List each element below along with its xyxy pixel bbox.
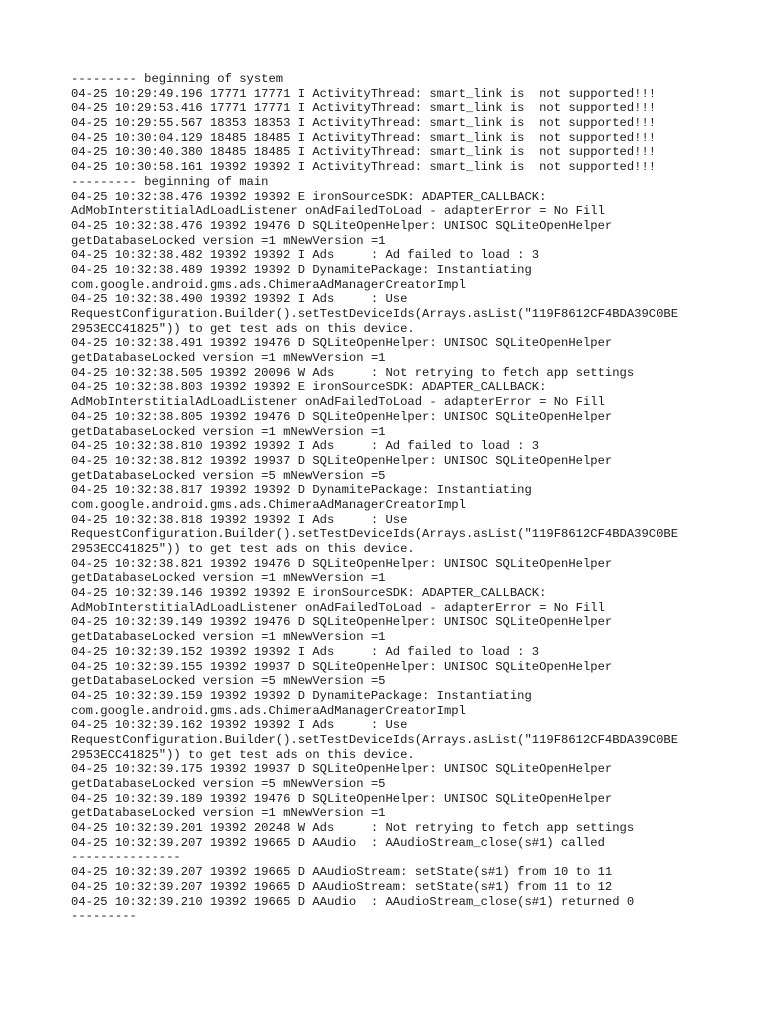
log-line: 04-25 10:32:38.818 19392 19392 I Ads : Use	[71, 512, 408, 527]
log-line: 04-25 10:32:39.155 19392 19937 D SQLiteOpenHelper: UNISOC SQLiteOpenHelper	[71, 659, 613, 674]
log-line: 04-25 10:32:39.189 19392 19476 D SQLiteOpenHelper: UNISOC SQLiteOpenHelper	[71, 791, 613, 806]
log-line: 04-25 10:32:39.152 19392 19392 I Ads : Ad failed to load : 3	[71, 644, 540, 659]
log-line: --------- beginning of system	[71, 72, 284, 86]
log-line: 04-25 10:29:55.567 18353 18353 I ActivityThread: smart_link is not supported!!!	[71, 116, 657, 131]
log-line: com.google.android.gms.ads.ChimeraAdManagerCreatorImpl	[71, 703, 466, 718]
log-line: 04-25 10:32:38.490 19392 19392 I Ads : Use	[71, 292, 408, 307]
log-line: 04-25 10:32:38.482 19392 19392 I Ads : Ad failed to load : 3	[71, 248, 540, 263]
log-line: 04-25 10:32:38.810 19392 19392 I Ads : Ad failed to load : 3	[71, 439, 540, 454]
log-line: 04-25 10:32:39.146 19392 19392 E ironSourceSDK: ADAPTER_CALLBACK:	[71, 586, 547, 601]
log-line: 04-25 10:32:38.812 19392 19937 D SQLiteOpenHelper: UNISOC SQLiteOpenHelper	[71, 453, 613, 468]
log-line: 04-25 10:32:39.149 19392 19476 D SQLiteOpenHelper: UNISOC SQLiteOpenHelper	[71, 615, 613, 630]
log-line: 2953ECC41825")) to get test ads on this device.	[71, 542, 415, 556]
log-line: ---------------	[71, 850, 181, 865]
log-line: 04-25 10:32:38.817 19392 19392 D DynamitePackage: Instantiating	[71, 483, 532, 498]
log-line: ---------	[71, 909, 137, 924]
log-line: 04-25 10:32:39.210 19392 19665 D AAudio : AAudioStream_close(s#1) returned 0	[71, 894, 635, 909]
log-line: 04-25 10:30:40.380 18485 18485 I ActivityThread: smart_link is not supported!!!	[71, 145, 657, 160]
log-line: 04-25 10:32:38.476 19392 19476 D SQLiteOpenHelper: UNISOC SQLiteOpenHelper	[71, 218, 613, 233]
log-line: --------- beginning of main	[71, 174, 269, 189]
log-line: com.google.android.gms.ads.ChimeraAdManagerCreatorImpl	[71, 497, 466, 512]
log-line: 04-25 10:32:38.821 19392 19476 D SQLiteOpenHelper: UNISOC SQLiteOpenHelper	[71, 556, 613, 571]
log-text-block	[71, 72, 711, 924]
log-line: AdMobInterstitialAdLoadListener onAdFailedToLoad - adapterError = No Fill	[71, 204, 605, 219]
log-line: 04-25 10:32:39.207 19392 19665 D AAudioStream: setState(s#1) from 10 to 11	[71, 865, 613, 880]
log-line: RequestConfiguration.Builder().setTestDeviceIds(Arrays.asList("119F8612CF4BDA39C0BE	[71, 527, 679, 542]
log-line: 2953ECC41825")) to get test ads on this device.	[71, 747, 415, 762]
log-line: getDatabaseLocked version =5 mNewVersion =5	[71, 468, 386, 483]
log-line: getDatabaseLocked version =1 mNewVersion =1	[71, 351, 386, 366]
log-line: 04-25 10:32:39.207 19392 19665 D AAudio : AAudioStream_close(s#1) called	[71, 835, 605, 850]
log-line: AdMobInterstitialAdLoadListener onAdFailedToLoad - adapterError = No Fill	[71, 395, 605, 410]
log-line: getDatabaseLocked version =5 mNewVersion =5	[71, 777, 386, 791]
log-line: 04-25 10:30:04.129 18485 18485 I ActivityThread: smart_link is not supported!!!	[71, 130, 657, 145]
log-line: getDatabaseLocked version =1 mNewVersion =1	[71, 571, 386, 586]
log-line: 04-25 10:32:38.805 19392 19476 D SQLiteOpenHelper: UNISOC SQLiteOpenHelper	[71, 409, 613, 424]
log-line: RequestConfiguration.Builder().setTestDeviceIds(Arrays.asList("119F8612CF4BDA39C0BE	[71, 732, 679, 747]
log-line: 04-25 10:32:39.162 19392 19392 I Ads : Use	[71, 718, 408, 733]
log-line: getDatabaseLocked version =5 mNewVersion =5	[71, 674, 386, 689]
log-line: getDatabaseLocked version =1 mNewVersion =1	[71, 233, 386, 248]
log-line: 2953ECC41825")) to get test ads on this device.	[71, 321, 415, 336]
log-line: 04-25 10:32:38.803 19392 19392 E ironSourceSDK: ADAPTER_CALLBACK:	[71, 380, 547, 395]
log-line: RequestConfiguration.Builder().setTestDeviceIds(Arrays.asList("119F8612CF4BDA39C0BE	[71, 307, 679, 321]
log-line: getDatabaseLocked version =1 mNewVersion =1	[71, 630, 386, 645]
log-line: getDatabaseLocked version =1 mNewVersion =1	[71, 806, 386, 821]
log-line: 04-25 10:32:38.491 19392 19476 D SQLiteOpenHelper: UNISOC SQLiteOpenHelper	[71, 336, 613, 351]
log-line: AdMobInterstitialAdLoadListener onAdFailedToLoad - adapterError = No Fill	[71, 600, 605, 615]
log-line: 04-25 10:29:49.196 17771 17771 I ActivityThread: smart_link is not supported!!!	[71, 86, 657, 101]
log-line: 04-25 10:32:38.505 19392 20096 W Ads : Not retrying to fetch app settings	[71, 365, 635, 380]
log-line: 04-25 10:32:38.489 19392 19392 D DynamitePackage: Instantiating	[71, 262, 532, 277]
log-line: 04-25 10:32:38.476 19392 19392 E ironSourceSDK: ADAPTER_CALLBACK:	[71, 189, 547, 204]
log-line: 04-25 10:32:39.207 19392 19665 D AAudioStream: setState(s#1) from 11 to 12	[71, 879, 613, 894]
log-line: 04-25 10:32:39.159 19392 19392 D DynamitePackage: Instantiating	[71, 688, 532, 703]
log-line: getDatabaseLocked version =1 mNewVersion =1	[71, 424, 386, 439]
log-line: 04-25 10:29:53.416 17771 17771 I ActivityThread: smart_link is not supported!!!	[71, 101, 657, 116]
log-line: com.google.android.gms.ads.ChimeraAdManagerCreatorImpl	[71, 277, 466, 292]
log-line: 04-25 10:32:39.175 19392 19937 D SQLiteOpenHelper: UNISOC SQLiteOpenHelper	[71, 762, 613, 777]
log-line: 04-25 10:30:58.161 19392 19392 I ActivityThread: smart_link is not supported!!!	[71, 160, 657, 175]
log-line: 04-25 10:32:39.201 19392 20248 W Ads : Not retrying to fetch app settings	[71, 821, 635, 836]
